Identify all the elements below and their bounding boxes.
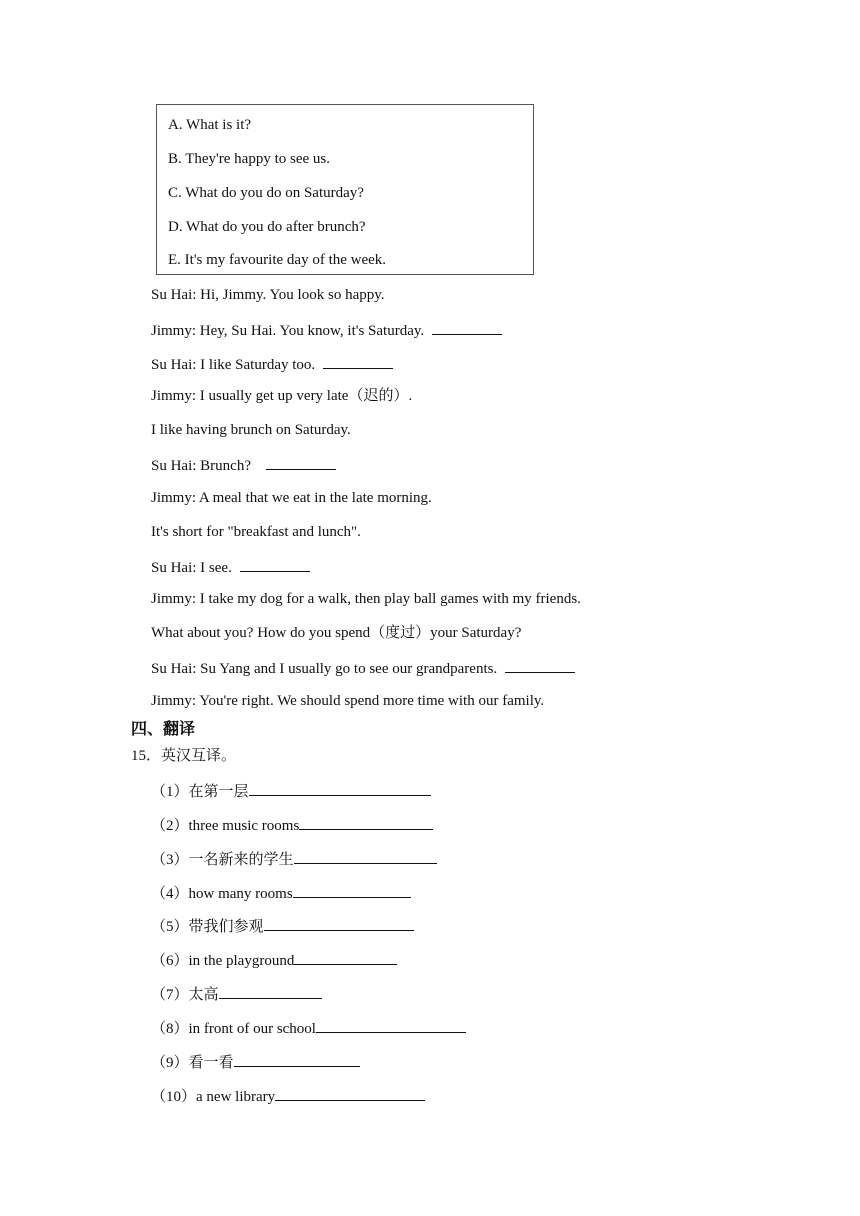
translation-prompt: （8）in front of our school: [151, 1021, 316, 1037]
translation-item: [151, 781, 431, 801]
dialogue-text: Su Hai: Brunch?: [151, 458, 251, 474]
option-b: B. They're happy to see us.: [168, 151, 330, 167]
translation-item: [151, 883, 411, 903]
translation-prompt: （1）在第一层: [151, 784, 249, 800]
translation-prompt: （10）a new library: [151, 1089, 276, 1105]
dialogue-line: [151, 658, 575, 678]
dialogue-line: [151, 523, 361, 541]
dialogue-text: Su Hai: Hi, Jimmy. You look so happy.: [151, 287, 385, 303]
dialogue-line: [151, 455, 336, 475]
translation-item: [151, 1018, 466, 1038]
answer-blank[interactable]: [505, 658, 575, 673]
translation-prompt: （6）in the playground: [151, 953, 295, 969]
dialogue-text: Jimmy: I take my dog for a walk, then play ball games with my friends.: [151, 591, 581, 607]
translation-item: [151, 1086, 425, 1106]
dialogue-text: Jimmy: You're right. We should spend more time with our family.: [151, 693, 545, 709]
translation-prompt: （4）how many rooms: [151, 886, 293, 902]
option-e: E. It's my favourite day of the week.: [168, 252, 387, 268]
answer-blank[interactable]: [266, 455, 336, 470]
answer-blank[interactable]: [294, 849, 437, 864]
translation-prompt: （7）太高: [151, 987, 219, 1003]
dialogue-line: [151, 387, 412, 405]
translation-item: [151, 815, 433, 835]
dialogue-text: Jimmy: A meal that we eat in the late morning.: [151, 490, 432, 506]
dialogue-text: Su Hai: I see.: [151, 560, 232, 576]
answer-blank[interactable]: [323, 354, 393, 369]
dialogue-text: What about you? How do you spend（度过）your Saturday?: [151, 625, 522, 641]
dialogue-line: [151, 354, 393, 374]
options-box: [156, 104, 534, 275]
answer-blank[interactable]: [293, 883, 411, 898]
dialogue-text: Su Hai: I like Saturday too.: [151, 357, 316, 373]
answer-blank[interactable]: [219, 984, 322, 999]
dialogue-line: [151, 557, 310, 577]
translation-item: [151, 984, 322, 1004]
dialogue-text: Jimmy: I usually get up very late（迟的）.: [151, 388, 413, 404]
answer-blank[interactable]: [264, 916, 414, 931]
answer-blank[interactable]: [294, 950, 397, 965]
translation-prompt: （5）带我们参观: [151, 919, 264, 935]
section-heading: 四、翻译: [131, 719, 196, 738]
translation-prompt: （3）一名新来的学生: [151, 852, 294, 868]
dialogue-line: [151, 286, 385, 304]
answer-blank[interactable]: [299, 815, 433, 830]
dialogue-text: Jimmy: Hey, Su Hai. You know, it's Saturday.: [151, 323, 425, 339]
dialogue-line: [151, 590, 581, 608]
dialogue-line: [151, 489, 432, 507]
dialogue-line: [151, 421, 351, 439]
dialogue-text: Su Hai: Su Yang and I usually go to see our grandparents.: [151, 661, 498, 677]
question-title: 15．英汉互译。: [131, 748, 237, 764]
answer-blank[interactable]: [275, 1086, 425, 1101]
translation-prompt: （9）看一看: [151, 1055, 234, 1071]
translation-item: [151, 950, 397, 970]
translation-item: [151, 916, 414, 936]
translation-item: [151, 1052, 360, 1072]
dialogue-line: [151, 320, 502, 340]
dialogue-line: [151, 624, 521, 642]
dialogue-line: [151, 692, 544, 710]
dialogue-text: It's short for "breakfast and lunch".: [151, 524, 361, 540]
option-a: A. What is it?: [168, 117, 252, 133]
answer-blank[interactable]: [249, 781, 431, 796]
answer-blank[interactable]: [316, 1018, 466, 1033]
option-d: D. What do you do after brunch?: [168, 219, 366, 235]
dialogue-text: I like having brunch on Saturday.: [151, 422, 351, 438]
answer-blank[interactable]: [432, 320, 502, 335]
answer-blank[interactable]: [234, 1052, 360, 1067]
translation-item: [151, 849, 437, 869]
option-c: C. What do you do on Saturday?: [168, 185, 364, 201]
answer-blank[interactable]: [240, 557, 310, 572]
translation-prompt: （2）three music rooms: [151, 818, 300, 834]
